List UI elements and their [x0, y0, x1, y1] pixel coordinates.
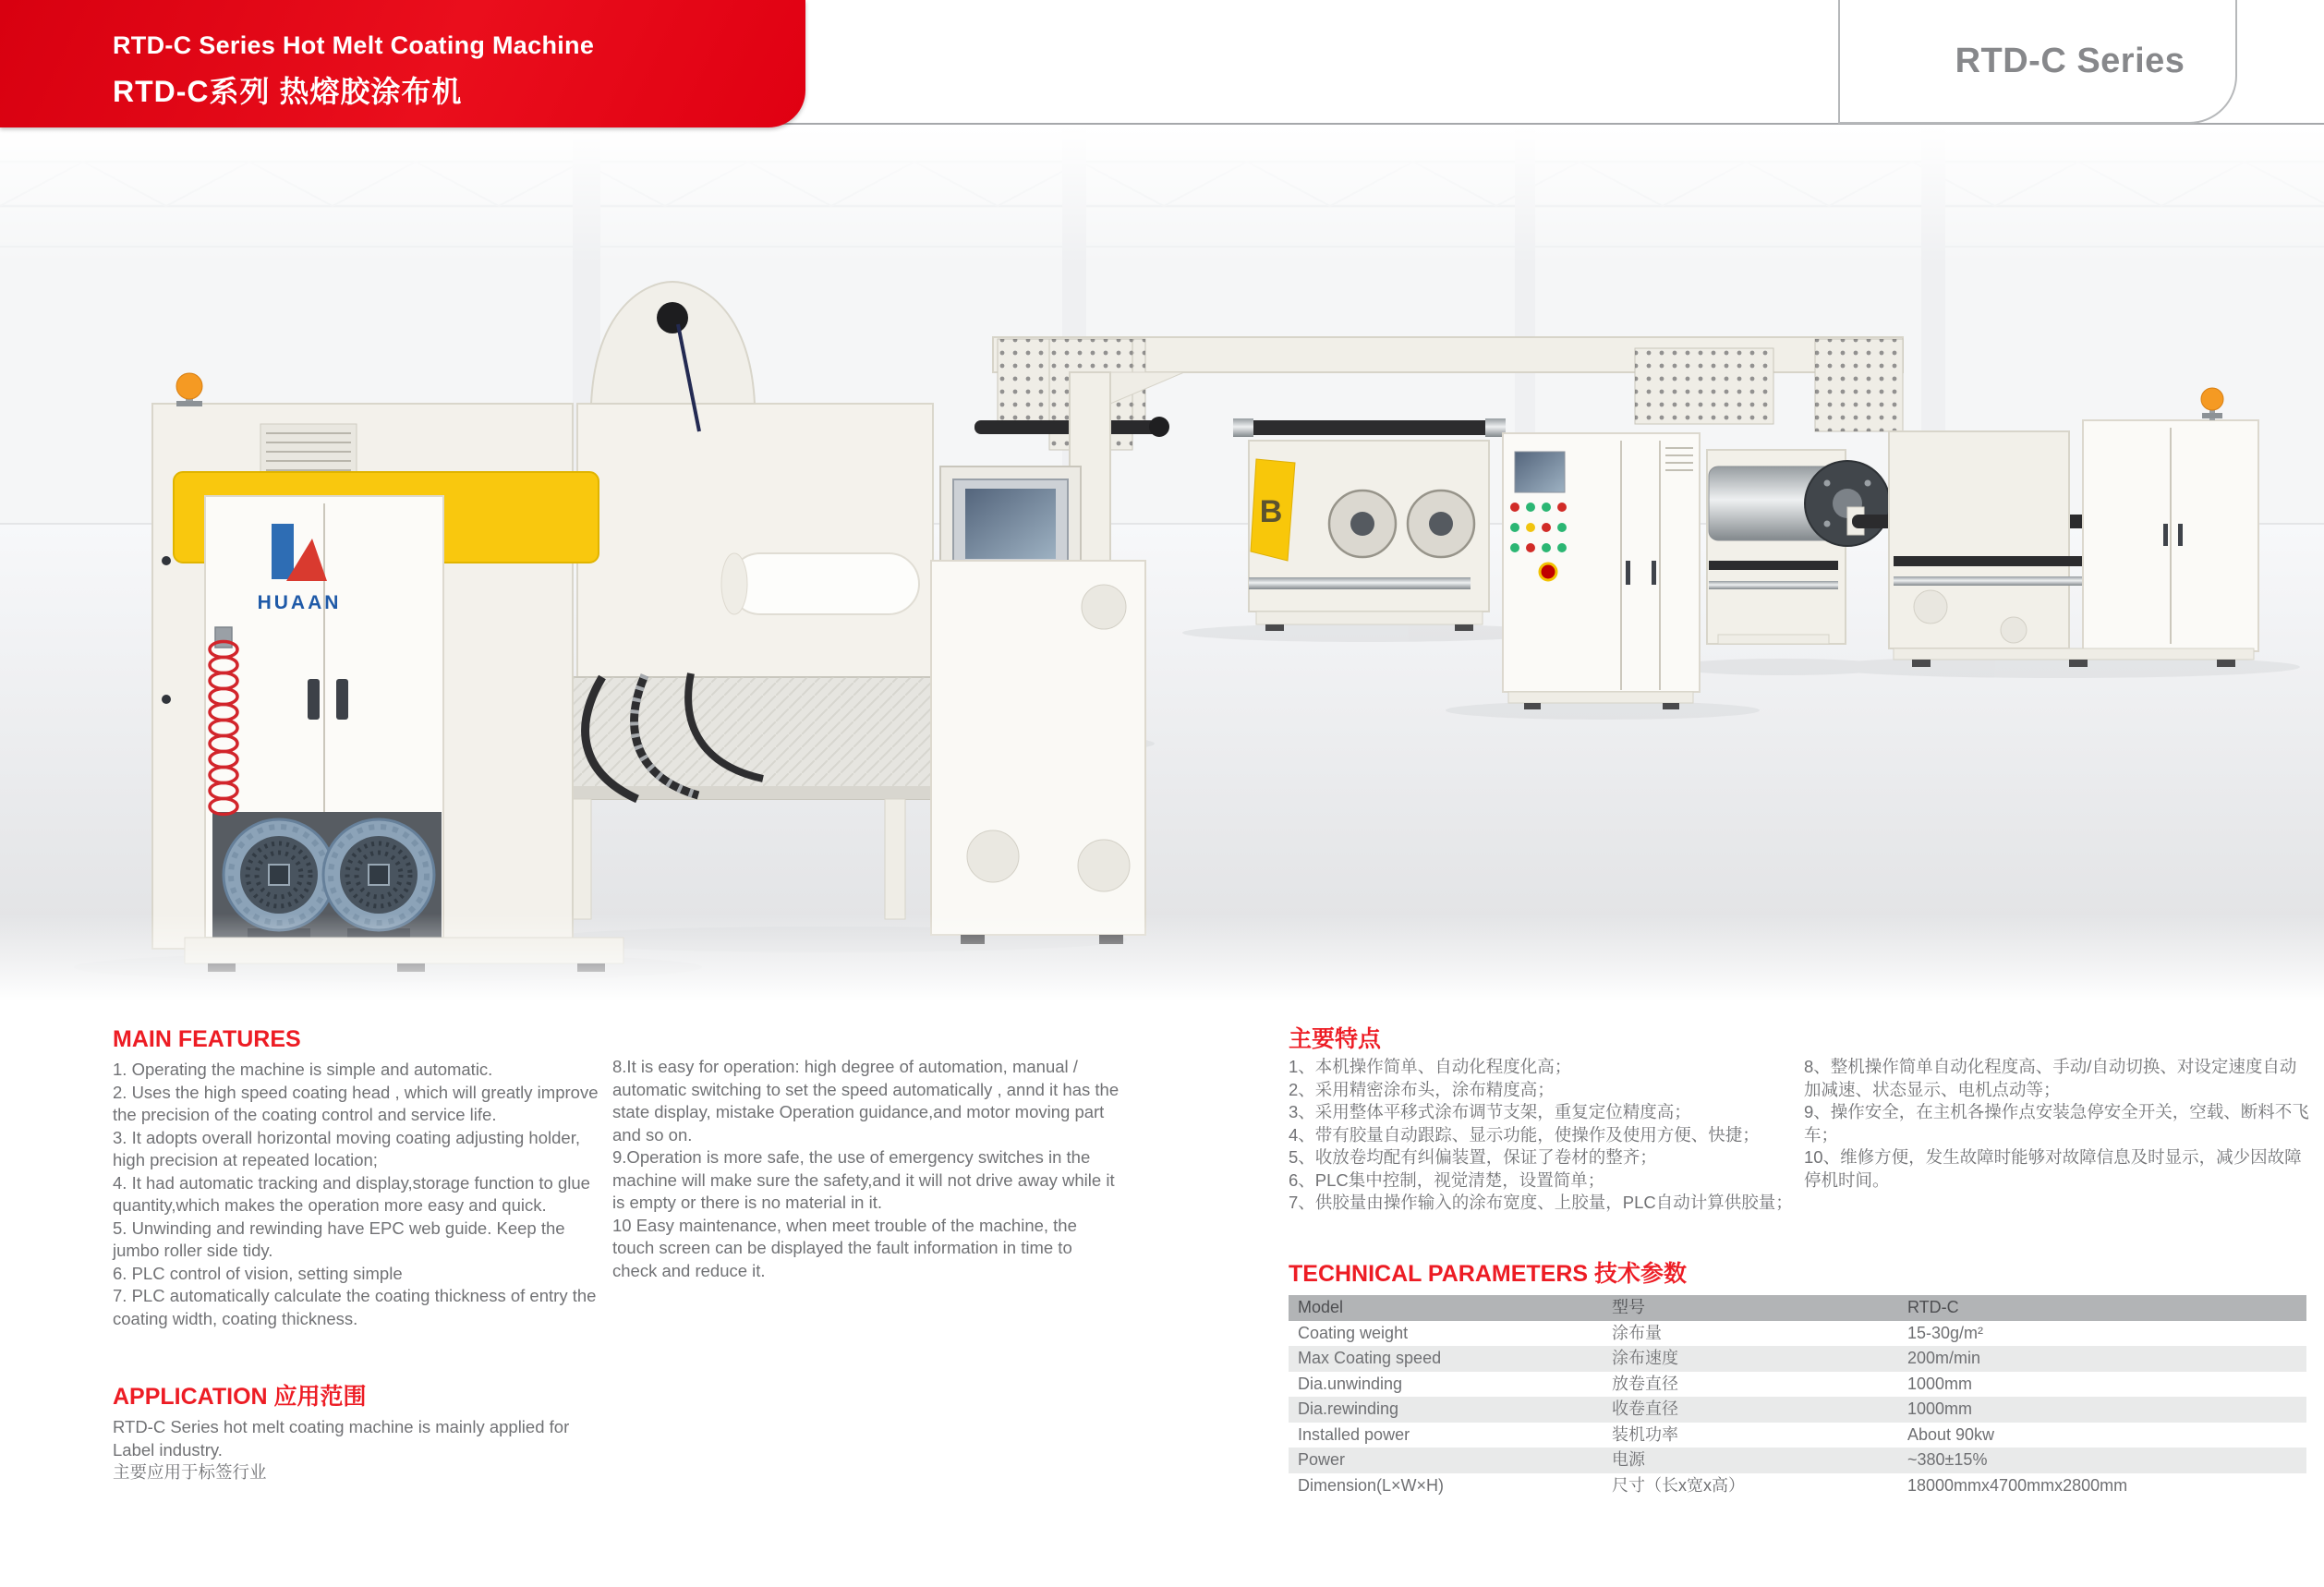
feature-item: 2、采用精密涂布头，涂布精度高；	[1289, 1079, 1555, 1099]
touch-screen	[965, 489, 1056, 559]
feature-item: 9、操作安全，在主机各操作点安装急停安全开关，空载、断料不飞车；	[1804, 1102, 2309, 1145]
warning-beacon-icon	[176, 373, 202, 399]
feature-item: 3、采用整体平移式涂布调节支架，重复定位精度高；	[1289, 1102, 1691, 1121]
application-section	[113, 1383, 611, 1484]
control-cabinet	[1503, 433, 1700, 709]
series-label: RTD-C Series	[1955, 41, 2185, 80]
feature-item: 10 Easy maintenance, when meet trouble of the machine, the touch screen can be displayed the fault information in time to check and reduce it.	[612, 1215, 1077, 1280]
main-features-section	[113, 1025, 608, 1330]
param-value: 1000mm	[1907, 1399, 1973, 1418]
table-row	[1289, 1321, 2306, 1347]
feature-item: 8.It is easy for operation: high degree of automation, manual / automatic switching to set the speed automatically , annd it has the state display, mistake Operation guidance,and motor moving part and so on.	[612, 1057, 1120, 1145]
feature-item: 1、本机操作简单、自动化程度化高；	[1289, 1057, 1572, 1076]
param-value: 200m/min	[1907, 1349, 1981, 1367]
param-value: 15-30g/m²	[1907, 1323, 1984, 1342]
param-name-zh: 型号	[1612, 1298, 1645, 1316]
machine-side-panel	[931, 561, 1145, 944]
roll-label: B	[1259, 494, 1283, 529]
application-body-zh: 主要应用于标签行业	[113, 1462, 267, 1482]
main-features-column-2	[612, 1056, 1120, 1282]
param-name-zh: 放卷直径	[1612, 1374, 1678, 1393]
param-name-en: Dimension(L×W×H)	[1298, 1475, 1445, 1495]
param-name-zh: 电源	[1612, 1450, 1645, 1469]
param-name-en: Power	[1298, 1450, 1346, 1469]
application-heading: APPLICATION 应用范围	[113, 1384, 367, 1410]
page-title-zh: RTD-C系列 热熔胶涂布机	[113, 75, 463, 108]
brand-logo-icon	[272, 524, 294, 579]
param-value: ~380±15%	[1907, 1450, 1988, 1469]
unwinder-station	[1233, 418, 1506, 631]
features-zh-heading-block	[1289, 1025, 1658, 1059]
param-name-en: Installed power	[1298, 1424, 1410, 1444]
param-name-en: Dia.unwinding	[1298, 1374, 1403, 1393]
table-row	[1289, 1397, 2306, 1423]
param-name-en: Max Coating speed	[1298, 1349, 1442, 1367]
param-name-zh: 尺寸（长x宽x高）	[1612, 1475, 1745, 1495]
technical-parameters-section	[1289, 1260, 2306, 1498]
param-name-zh: 收卷直径	[1612, 1399, 1678, 1418]
table-row	[1289, 1423, 2306, 1448]
features-zh-heading: 主要特点	[1289, 1026, 1382, 1052]
feature-item: 6、PLC集中控制，视觉清楚，设置简单；	[1289, 1169, 1605, 1190]
feature-item: 4. It had automatic tracking and display,storage function to glue quantity,which makes the operation more easy and quick.	[113, 1172, 590, 1215]
title-banner	[0, 0, 805, 127]
table-row	[1289, 1448, 2306, 1473]
param-value: RTD-C	[1907, 1298, 1959, 1316]
technical-parameters-heading: TECHNICAL PARAMETERS 技术参数	[1289, 1261, 1688, 1287]
param-value: 18000mmx4700mmx2800mm	[1907, 1475, 2128, 1495]
param-value: About 90kw	[1907, 1424, 1995, 1444]
series-label-box	[1838, 0, 2237, 124]
param-name-en: Coating weight	[1298, 1323, 1409, 1342]
tech-params-table	[1289, 1295, 2306, 1498]
table-row	[1289, 1473, 2306, 1499]
feature-item: 3. It adopts overall horizontal moving coating adjusting holder, high precision at repeated location;	[113, 1127, 580, 1169]
param-name-zh: 装机功率	[1612, 1424, 1678, 1444]
param-value: 1000mm	[1907, 1374, 1973, 1393]
table-row	[1289, 1346, 2306, 1372]
page-title-en: RTD-C Series Hot Melt Coating Machine	[113, 31, 595, 59]
warning-beacon-icon	[2201, 388, 2223, 410]
product-photo	[0, 126, 2324, 1002]
param-name-en: Model	[1298, 1298, 1344, 1316]
brand-name: HUAAN	[257, 592, 342, 613]
features-zh-column-1	[1289, 1056, 1804, 1215]
param-name-zh: 涂布量	[1612, 1323, 1662, 1342]
glue-station	[152, 373, 623, 972]
table-row	[1289, 1295, 2306, 1321]
machine-illustration	[0, 126, 2324, 1002]
application-body-en: RTD-C Series hot melt coating machine is mainly applied for Label industry.	[113, 1417, 570, 1460]
feature-item: 10、维修方便，发生故障时能够对故障信息及时显示，减少因故障停机时间。	[1804, 1147, 2302, 1190]
param-name-en: Dia.rewinding	[1298, 1399, 1399, 1418]
param-name-zh: 涂布速度	[1612, 1349, 1678, 1367]
table-row	[1289, 1372, 2306, 1398]
feature-item: 1. Operating the machine is simple and automatic.	[113, 1060, 493, 1079]
main-features-heading: MAIN FEATURES	[113, 1026, 301, 1052]
feature-item: 6. PLC control of vision, setting simple	[113, 1263, 403, 1283]
feature-item: 8、整机操作简单自动化程度高、手动/自动切换、对设定速度自动加减速、状态显示、电机点动等；	[1804, 1057, 2297, 1099]
feature-item: 5、收放卷均配有纠偏装置，保证了卷材的整齐；	[1289, 1147, 1657, 1167]
feature-item: 9.Operation is more safe, the use of emergency switches in the machine will make sure the safety,and it will not drive away while it is empty or there is no material in it.	[612, 1147, 1115, 1212]
features-zh-column-2	[1804, 1056, 2309, 1192]
feature-item: 2. Uses the high speed coating head , which will greatly improve the precision of the coating control and service life.	[113, 1082, 599, 1124]
feature-item: 7、供胶量由操作输入的涂布宽度、上胶量，PLC自动计算供胶量；	[1289, 1193, 1793, 1212]
feature-item: 4、带有胶量自动跟踪、显示功能，使操作及使用方便、快捷；	[1289, 1124, 1760, 1145]
feature-item: 5. Unwinding and rewinding have EPC web guide. Keep the jumbo roller side tidy.	[113, 1218, 565, 1260]
feature-item: 7. PLC automatically calculate the coating thickness of entry the coating width, coating thickness.	[113, 1286, 597, 1328]
